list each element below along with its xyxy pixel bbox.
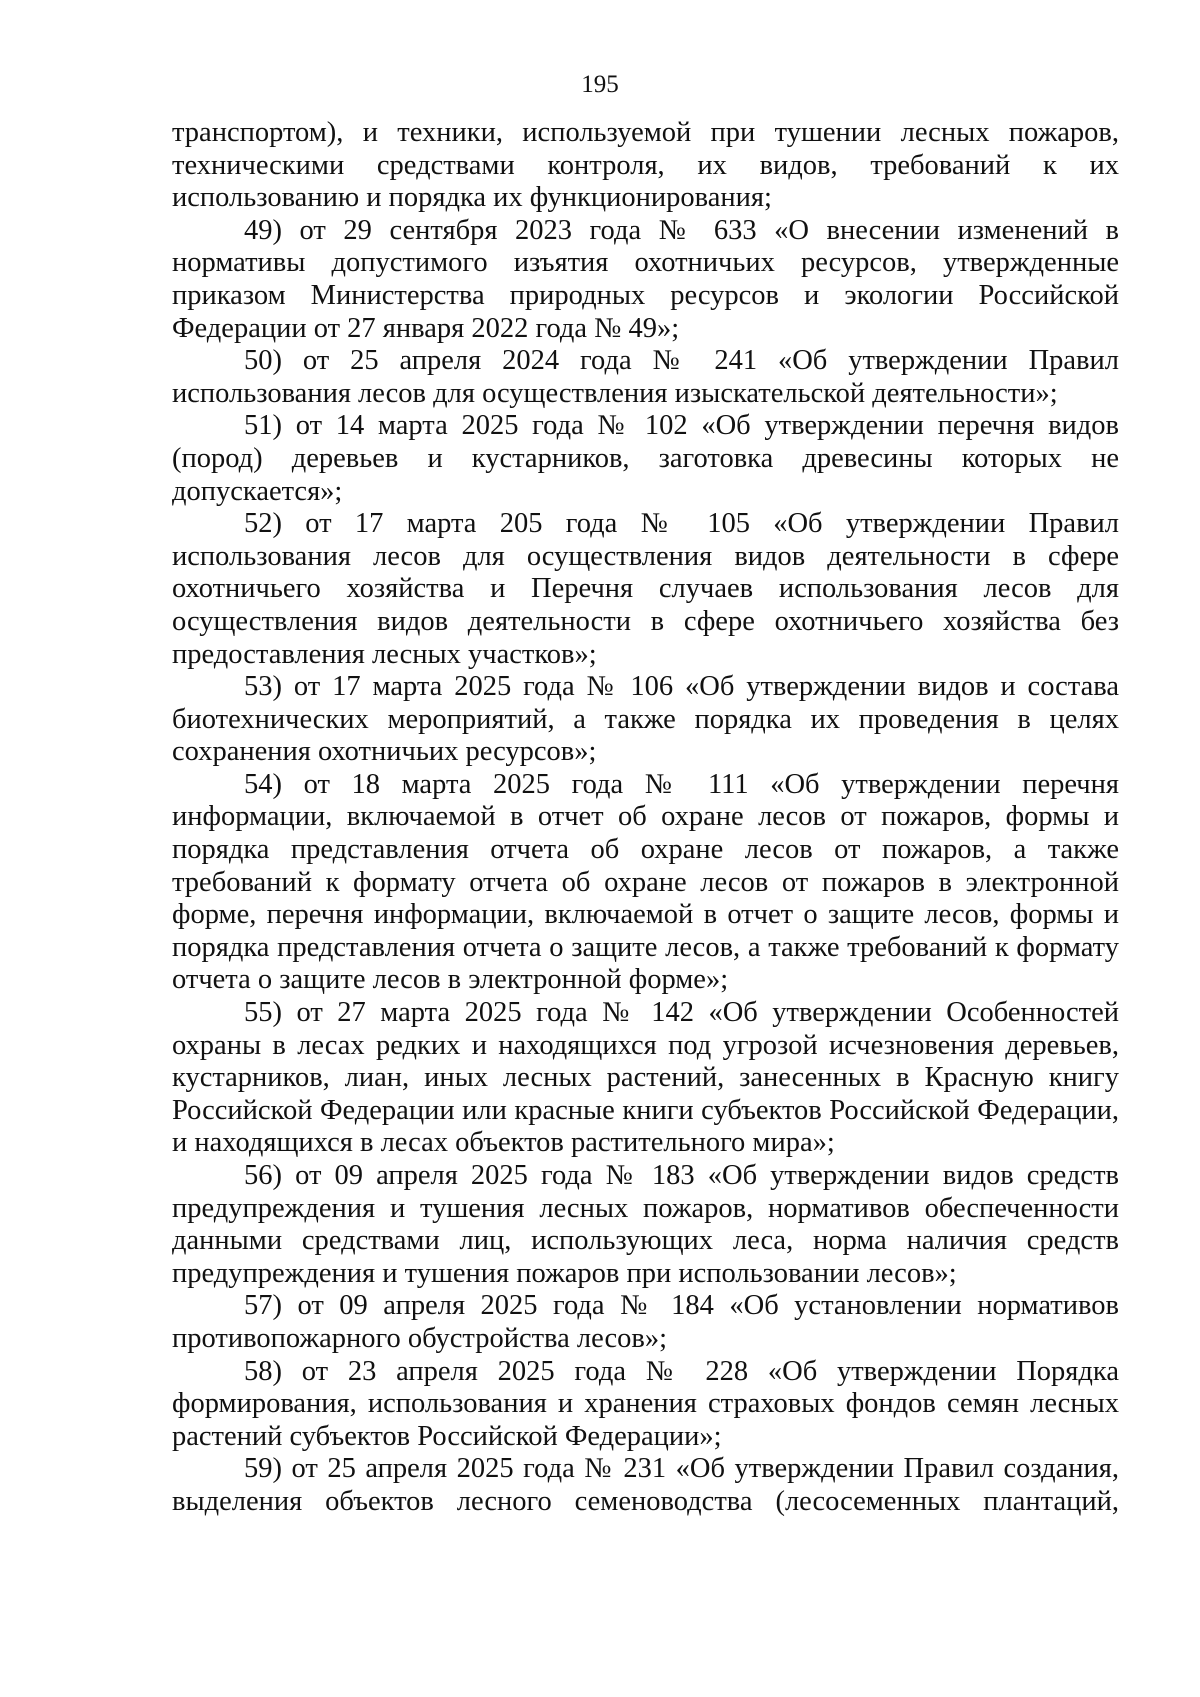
paragraph-continuation: транспортом), и техники, используемой при тушении лесных пожаров, техническими средствами контроля, их видов, требований к их использованию и порядка их функционирования; — [172, 117, 1119, 214]
list-item-56: 56) от 09 апреля 2025 года № 183 «Об утверждении видов средств предупреждения и тушения лесных пожаров, нормативов обеспеченности данными средствами лиц, использующих леса, норма наличия средств предупреждения и тушения пожаров при использовании лесов»; — [172, 1160, 1119, 1289]
list-item-49: 49) от 29 сентября 2023 года № 633 «О внесении изменений в нормативы допустимого изъятия охотничьих ресурсов, утвержденные приказом Министерства природных ресурсов и экологии Российской Федерации от 27 января 2022 года № 49»; — [172, 214, 1119, 344]
list-item-51: 51) от 14 марта 2025 года № 102 «Об утверждении перечня видов (пород) деревьев и кустарников, заготовка древесины которых не допускается»; — [172, 410, 1119, 507]
document-body — [172, 117, 1119, 1519]
list-item-58: 58) от 23 апреля 2025 года № 228 «Об утверждении Порядка формирования, использования и хранения страховых фондов семян лесных растений субъектов Российской Федерации»; — [172, 1355, 1119, 1452]
list-item-54: 54) от 18 марта 2025 года № 111 «Об утверждении перечня информации, включаемой в отчет об охране лесов от пожаров, формы и порядка представления отчета об охране лесов от пожаров, а также требований к формату отчета об охране лесов от пожаров в электронной форме, перечня информации, включаемой в отчет о защите лесов, формы и порядка представления отчета о защите лесов, а также требований к формату отчета о защите лесов в электронной форме»; — [172, 768, 1119, 996]
list-item-53: 53) от 17 марта 2025 года № 106 «Об утверждении видов и состава биотехнических мероприятий, а также порядка их проведения в целях сохранения охотничьих ресурсов»; — [172, 671, 1119, 768]
list-item-50: 50) от 25 апреля 2024 года № 241 «Об утверждении Правил использования лесов для осуществления изыскательской деятельности»; — [172, 345, 1119, 409]
page-number: 195 — [581, 71, 619, 98]
list-item-52: 52) от 17 марта 205 года № 105 «Об утверждении Правил использования лесов для осуществления видов деятельности в сфере охотничьего хозяйства и Перечня случаев использования лесов для осуществления видов деятельности в сфере охотничьего хозяйства без предоставления лесных участков»; — [172, 508, 1119, 670]
list-item-57: 57) от 09 апреля 2025 года № 184 «Об установлении нормативов противопожарного обустройства лесов»; — [172, 1290, 1119, 1354]
list-item-59: 59) от 25 апреля 2025 года № 231 «Об утверждении Правил создания, выделения объектов лесного семеноводства (лесосеменных плантаций, — [172, 1453, 1119, 1517]
list-item-55: 55) от 27 марта 2025 года № 142 «Об утверждении Особенностей охраны в лесах редких и находящихся под угрозой исчезновения деревьев, кустарников, лиан, иных лесных растений, занесенных в Красную книгу Российской Федерации или красные книги субъектов Российской Федерации, и находящихся в лесах объектов растительного мира»; — [172, 997, 1119, 1159]
